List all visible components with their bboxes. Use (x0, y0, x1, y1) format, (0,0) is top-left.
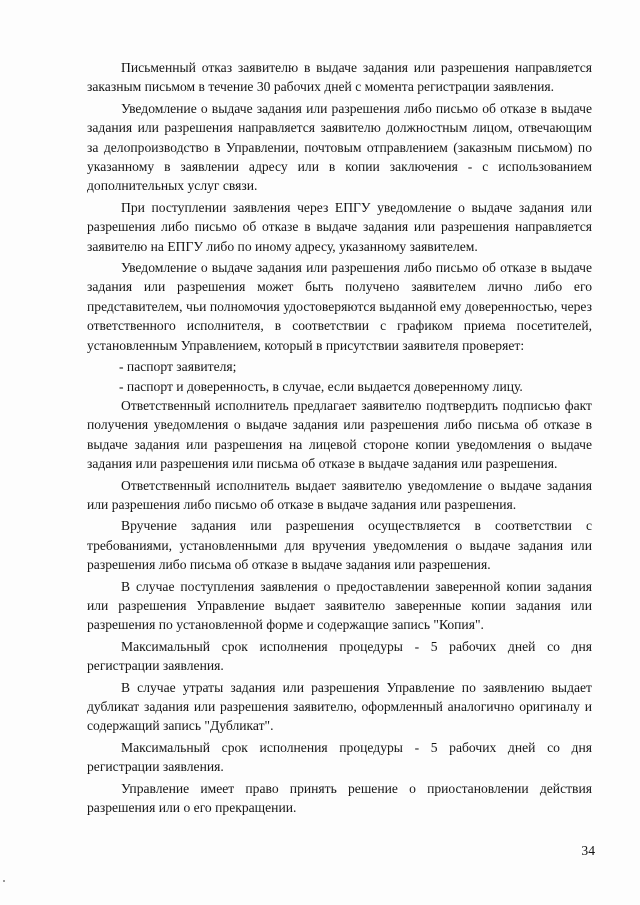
paragraph-epgu-submission: При поступлении заявления через ЕПГУ уведомление о выдаче задания или разрешения либо письмо об отказе в выдаче задания или разрешения направляется заявителю на ЕПГУ либо по иному адресу, указанному заявителем. (87, 199, 592, 254)
paragraph-issuance: Ответственный исполнитель выдает заявителю уведомление о выдаче задания или разрешения либо письмо об отказе в выдаче задания или разрешения. (87, 477, 592, 512)
paragraph-max-term-duplicate: Максимальный срок исполнения процедуры - 5 рабочих дней со дня регистрации заявления. (87, 739, 592, 775)
paragraph-signature-confirmation: Ответственный исполнитель предлагает заявителю подтвердить подписью факт получения уведомления о выдаче задания или разрешения либо письма об отказе в выдаче задания или разрешения на лицевой стороне копии уведомления о выдаче задания или разрешения или письма об отказе в выдаче задания или разрешения. (87, 397, 592, 472)
list-item-passport-proxy: - паспорт и доверенность, в случае, если выдается доверенному лицу. (119, 378, 523, 394)
paragraph-delivery-requirements: Вручение задания или разрешения осуществляется в соответствии с требованиями, установленными для вручения уведомления о выдаче задания или разрешения либо письма об отказе в выдаче задания или разрешения. (87, 518, 592, 573)
page-number: 34 (581, 843, 595, 858)
paragraph-duplicate: В случае утраты задания или разрешения Управление по заявлению выдает дубликат задания или разрешения заявителю, оформленный аналогично оригиналу и содержащий запись "Дубликат". (87, 679, 592, 734)
scan-speck (3, 880, 5, 882)
document-body (87, 58, 592, 819)
paragraph-written-refusal: Письменный отказ заявителю в выдаче задания или разрешения направляется заказным письмом в течение 30 рабочих дней с момента регистрации заявления. (87, 60, 592, 95)
paragraph-notification-sending: Уведомление о выдаче задания или разрешения либо письмо об отказе в выдаче задания или разрешения направляется заявителю должностным лицом, отвечающим за делопроизводство в Управлении, почтовым отправлением (заказным письмом) по указанному в заявлении адресу или в копии заключения - с использованием дополнительных услуг связи. (87, 100, 592, 194)
paragraph-certified-copy: В случае поступления заявления о предоставлении заверенной копии задания или разрешения Управление выдает заявителю заверенные копии задания или разрешения по установленной форме и содержащие запись "Копия". (87, 578, 592, 633)
paragraph-max-term-copy: Максимальный срок исполнения процедуры - 5 рабочих дней со дня регистрации заявления. (87, 638, 592, 674)
paragraph-personal-receipt: Уведомление о выдаче задания или разрешения либо письмо об отказе в выдаче задания или разрешения может быть получено заявителем лично либо его представителем, чьи полномочия удостоверяются выданной ему доверенностью, через ответственного исполнителя, в соответствии с графиком приема посетителей, установленным Управлением, который в присутствии заявителя проверяет: (87, 260, 592, 353)
list-item-passport: - паспорт заявителя; (119, 359, 237, 375)
paragraph-suspension-right: Управление имеет право принять решение о приостановлении действия разрешения или о его прекращении. (87, 780, 592, 816)
